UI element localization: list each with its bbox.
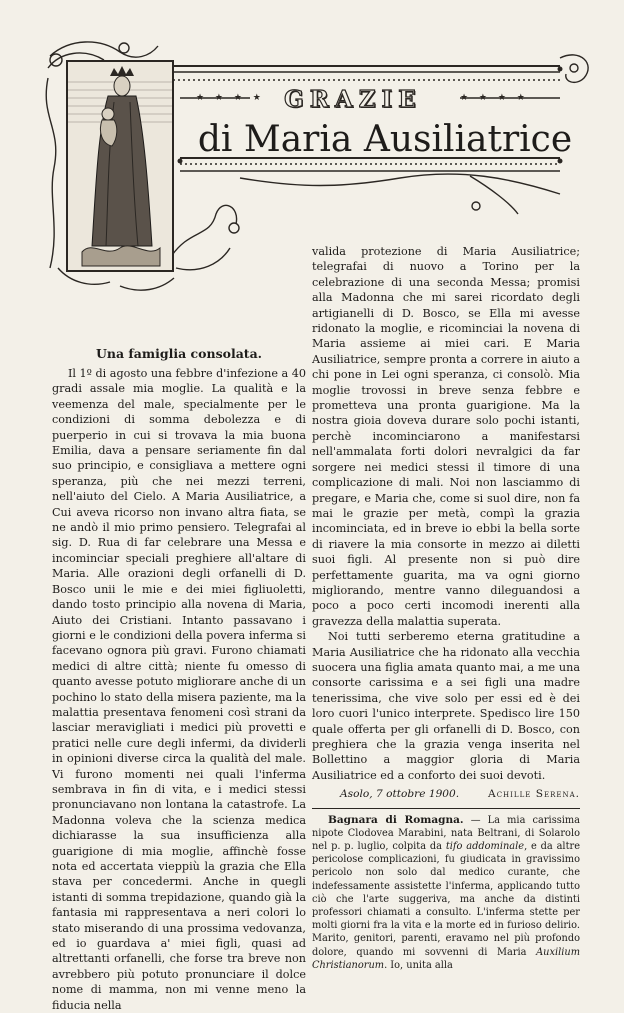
second-article — [312, 814, 580, 972]
signature-date: Asolo, 7 ottobre 1900. — [340, 788, 460, 801]
article-signature — [312, 787, 580, 802]
second-article-italic: Auxilium Christianorum — [312, 946, 580, 971]
right-column — [312, 244, 580, 972]
second-article-text: — La mia carissima nipote Clodovea Marabini, nata Beltrani, di Solarolo nel p. p. luglio, colpita da — [312, 814, 581, 853]
article-paragraph: Noi tutti serberemo eterna gratitudine a Maria Ausiliatrice che ha ridonato alla vecchia suocera una figlia amata quanto mai, a me una consorte carissima e a sei figli una madre tenerissima, che vive solo per essi ed è dei loro cuori l'unico interprete. Spedisco lire 150 quale offerta per gli orfanelli di D. Bosco, con preghiera che la grazia venga inserita nel Bollettino a maggior gloria di Maria Ausiliatrice ed a conforto dei suoi devoti. — [312, 630, 580, 782]
second-article-text: . Io, unita alla — [384, 959, 453, 971]
second-article-place: Bagnara di Romagna. — [328, 813, 464, 826]
madonna-and-child-image — [68, 62, 172, 270]
signature-author: Achille Serena. — [488, 788, 580, 801]
section-subtitle: di Maria Ausiliatrice — [197, 119, 573, 160]
section-title: GRAZIE — [284, 86, 422, 113]
title-stars-right: ★ ★ ★ ★ — [460, 93, 529, 103]
article-paragraph: Il 1º di agosto una febbre d'infezione a 40 gradi assale mia moglie. La qualità e la veemenza del male, specialmente per le condizioni di somma debolezza e di puerperio in cui si trovava la mia buona Emilia, dava a pensare seriamente fin dal suo principio, e consigliava a mettere ogni speranza, più che nei mezzi terreni, nell'aiuto del Cielo. A Maria Ausiliatrice, a Cui aveva ricorso non invano altra fiata, se ne andò il mio primo pensiero. Telegrafai al sig. D. Rua di far celebrare una Messa e incominciar speciali preghiere all'altare di Maria. Alle orazioni degli orfanelli di D. Bosco unii le mie e dei miei figliuoletti, dando tosto principio alla novena di Maria, Aiuto dei Cristiani. Intanto passavano i giorni e le condizioni della povera inferma si facevano ognora più gravi. Furono chiamati medici di altre città; niente fu omesso di quanto avesse potuto migliorare anche di un pochino lo stato della misera paziente, ma la malattia presentava fenomeni così strani da lasciar meravigliati i medici più provetti e pratici nelle cure degli infermi, da dividerli in opinioni diverse circa la qualità del male. Vi furono momenti nei quali l'inferma sembrava in fin di vita, e i medici stessi pronunciavano non lontana la catastrofe. La Madonna voleva che la scienza medica dichiarasse la sua insufficienza alla guarigione di mia moglie, affinchè fosse nota ed accertata vieppiù la grazia che Ella stava per concedermi. Anche in quegli istanti di somma trepidazione, quando già la fantasia mi rappresentava a neri colori lo stato miserando di una prossima vedovanza, ed io guardava a' miei figli, quasi ad altrettanti orfanelli, che forse tra breve non avrebbero più potuto pronunciare il dolce nome di mamma, non mi venne meno la fiducia nella — [52, 367, 306, 1012]
left-column — [52, 366, 306, 1013]
article-divider — [312, 808, 580, 809]
article-paragraph: valida protezione di Maria Ausiliatrice; telegrafai di nuovo a Torino per la celebrazione di una seconda Messa; promisi alla Madonna che mi sarei ricordato degli artigianelli di D. Bosco, se Ella mi avesse ridonato la moglie, e ricominciai la novena di Maria assieme ai miei cari. E Maria Ausiliatrice, sempre pronta a correre in aiuto a chi pone in Lei ogni speranza, ci consolò. Mia moglie trovossi in breve senza febbre e prometteva una pronta guarigione. Ma la nostra gioia doveva durare solo pochi istanti, perchè incominciarono a manifestarsi nell'ammalata forti dolori nevralgici da far sorgere nei medici stessi il timore di una complicazione di mali. Noi non lasciammo di pregare, e Maria che, come si suol dire, non fa mai le grazie per metà, compì la grazia incominciata, ed in breve io ebbi la bella sorte di riavere la mia consorte in mezzo ai diletti suoi figli. Al presente non si può dire perfettamente guarita, ma va ogni giorno migliorando, mentre vanno dileguandosi a poco a poco certi incomodi inerenti alla gravezza della malattia superata. — [312, 245, 580, 628]
article-title: Una famiglia consolata. — [95, 346, 263, 361]
second-article-italic: tifo addominale — [445, 841, 525, 853]
madonna-engraving — [66, 60, 174, 272]
second-article-text: , e da altre pericolose complicazioni, fu giudicata in gravissimo pericolo non solo dal medico curante, che indefessamente assistette l'inferma, applicando tutto ciò che l'arte suggeriva, ma anche da distinti professori chiamati a consulto. L'inferma stette per molti giorni fra la vita e la morte ed in furioso delirio. Marito, genitori, parenti, eravamo nel più profondo dolore, quando mi sovvenni di Maria — [312, 841, 580, 958]
title-stars-left: ★ ★ ★ ★ — [196, 93, 265, 103]
